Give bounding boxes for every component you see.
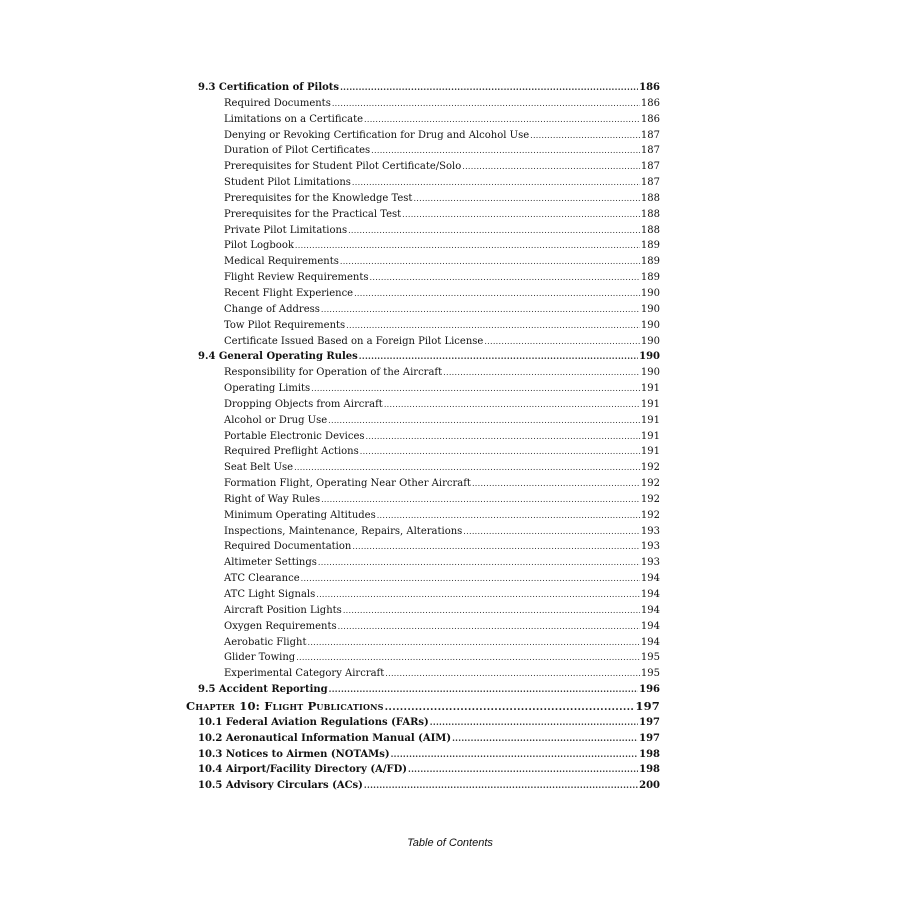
toc-leader-dots (360, 444, 640, 460)
toc-entry-page: 189 (640, 272, 660, 284)
toc-entry-page: 194 (640, 636, 660, 648)
toc-entry-title: Change of Address (224, 303, 320, 315)
toc-entry-title: Dropping Objects from Aircraft (224, 398, 383, 410)
toc-entry-page: 187 (640, 145, 660, 157)
toc-entry-title: Medical Requirements (224, 256, 339, 268)
toc-leader-dots (463, 524, 640, 540)
toc-entry-page: 197 (639, 716, 660, 728)
toc-entry-page: 190 (640, 303, 660, 315)
toc-leader-dots (408, 762, 638, 778)
toc-subsection-entry[interactable] (186, 635, 660, 651)
toc-leader-dots (316, 587, 640, 603)
toc-entry-page: 191 (640, 446, 660, 458)
toc-entry-title: Student Pilot Limitations (224, 177, 351, 189)
toc-subsection-entry[interactable] (186, 365, 660, 381)
toc-entry-title: Experimental Category Aircraft (224, 668, 385, 680)
toc-subsection-entry[interactable] (186, 413, 660, 429)
toc-leader-dots (370, 270, 640, 286)
toc-leader-dots (413, 191, 639, 207)
toc-section-entry[interactable] (186, 731, 660, 747)
toc-leader-dots (301, 571, 640, 587)
toc-entry-page: 194 (640, 620, 660, 632)
toc-entry-title: Flight Review Requirements (224, 272, 369, 284)
toc-entry-title: Altimeter Settings (224, 557, 317, 569)
toc-entry-page: 190 (640, 319, 660, 331)
toc-subsection-entry[interactable] (186, 270, 660, 286)
toc-subsection-entry[interactable] (186, 429, 660, 445)
toc-leader-dots (377, 508, 640, 524)
toc-leader-dots (295, 238, 640, 254)
toc-subsection-entry[interactable] (186, 539, 660, 555)
toc-entry-page: 195 (640, 652, 660, 664)
toc-section-entry[interactable] (186, 778, 660, 794)
toc-leader-dots (321, 492, 640, 508)
toc-subsection-entry[interactable] (186, 128, 660, 144)
toc-entry-title: Formation Flight, Operating Near Other Aircraft (224, 478, 471, 490)
toc-leader-dots (338, 619, 640, 635)
toc-entry-page: 191 (640, 383, 660, 395)
toc-entry-page: 191 (640, 414, 660, 426)
toc-entry-title: 10.1 Federal Aviation Regulations (FARs) (198, 716, 429, 728)
toc-entry-page: 189 (640, 240, 660, 252)
toc-leader-dots (364, 778, 638, 794)
toc-leader-dots (308, 635, 640, 651)
toc-entry-page: 192 (640, 462, 660, 474)
toc-entry-page: 193 (640, 557, 660, 569)
toc-section-entry[interactable] (186, 682, 660, 698)
toc-entry-page: 192 (640, 478, 660, 490)
toc-leader-dots (340, 80, 638, 96)
toc-entry-title: Prerequisites for the Knowledge Test (224, 192, 413, 204)
toc-entry-page: 190 (640, 335, 660, 347)
toc-entry-page: 194 (640, 589, 660, 600)
toc-entry-page: 197 (635, 698, 660, 713)
toc-leader-dots (530, 128, 640, 144)
toc-leader-dots (294, 460, 640, 476)
toc-subsection-entry[interactable] (186, 112, 660, 128)
toc-entry-page: 198 (639, 748, 660, 760)
toc-section-entry[interactable] (186, 715, 660, 731)
toc-leader-dots (384, 397, 640, 413)
toc-entry-title: Pilot Logbook (224, 240, 294, 252)
toc-subsection-entry[interactable] (186, 571, 660, 587)
toc-subsection-entry[interactable] (186, 96, 660, 112)
toc-entry-title: 9.4 General Operating Rules (198, 351, 358, 363)
toc-entry-title: Alcohol or Drug Use (224, 414, 328, 426)
toc-entry-title: Operating Limits (224, 383, 311, 395)
toc-entry-page: 194 (640, 604, 660, 616)
toc-subsection-entry[interactable] (186, 555, 660, 571)
toc-subsection-entry[interactable] (186, 508, 660, 524)
toc-entry-title: Tow Pilot Requirements (224, 319, 346, 331)
toc-leader-dots (472, 476, 640, 492)
toc-entry-title: Required Documents (224, 97, 331, 109)
toc-entry-page: 192 (640, 509, 660, 521)
toc-entry-page: 197 (639, 732, 660, 744)
toc-section-entry[interactable] (186, 80, 660, 96)
toc-leader-dots (385, 699, 635, 716)
toc-entry-page: 191 (640, 398, 660, 410)
toc-entry-title: Denying or Revoking Certification for Drug and Alcohol Use (224, 129, 530, 141)
toc-leader-dots (321, 302, 640, 318)
toc-entry-title: Required Documentation (224, 541, 352, 553)
toc-subsection-entry[interactable] (186, 207, 660, 223)
toc-entry-page: 186 (639, 82, 660, 93)
toc-subsection-entry[interactable] (186, 492, 660, 508)
toc-subsection-entry[interactable] (186, 650, 660, 666)
toc-entry-page: 190 (640, 287, 660, 299)
toc-subsection-entry[interactable] (186, 460, 660, 476)
toc-entry-title: 10.2 Aeronautical Information Manual (AIM) (198, 732, 452, 744)
toc-leader-dots (340, 254, 640, 270)
toc-leader-dots (346, 318, 640, 334)
toc-entry-title: Responsibility for Operation of the Aircraft (224, 367, 443, 379)
toc-subsection-entry[interactable] (186, 587, 660, 603)
toc-leader-dots (352, 539, 640, 555)
toc-subsection-entry[interactable] (186, 238, 660, 254)
toc-entry-page: 189 (640, 256, 660, 268)
toc-entry-page: 187 (640, 177, 660, 189)
toc-entry-title: Chapter 10: Flight Publications (186, 698, 384, 713)
toc-entry-title: Aircraft Position Lights (224, 604, 342, 616)
toc-entry-title: Seat Belt Use (224, 462, 294, 474)
toc-leader-dots (366, 429, 640, 445)
toc-leader-dots (311, 381, 640, 397)
toc-leader-dots (296, 650, 640, 666)
toc-entry-page: 196 (639, 684, 660, 696)
toc-entry-title: Glider Towing (224, 652, 296, 664)
toc-subsection-entry[interactable] (186, 444, 660, 460)
toc-entry-title: 9.5 Accident Reporting (198, 684, 328, 696)
toc-leader-dots (402, 207, 640, 223)
toc-entry-title: Oxygen Requirements (224, 620, 337, 632)
toc-entry-title: Portable Electronic Devices (224, 430, 365, 442)
toc-subsection-entry[interactable] (186, 381, 660, 397)
toc-entry-page: 192 (640, 493, 660, 505)
toc-subsection-entry[interactable] (186, 334, 660, 350)
toc-entry-title: 10.3 Notices to Airmen (NOTAMs) (198, 748, 390, 760)
toc-subsection-entry[interactable] (186, 666, 660, 682)
toc-subsection-entry[interactable] (186, 191, 660, 207)
toc-entry-title: Prerequisites for Student Pilot Certificate/Solo (224, 161, 462, 173)
toc-entry-page: 191 (640, 430, 660, 442)
toc-section-entry[interactable] (186, 762, 660, 778)
toc-entry-title: 10.4 Airport/Facility Directory (A/FD) (198, 764, 407, 776)
toc-leader-dots (329, 682, 639, 698)
toc-entry-page: 187 (640, 161, 660, 173)
toc-entry-page: 194 (640, 573, 660, 585)
toc-entry-page: 200 (639, 780, 660, 792)
toc-entry-title: Inspections, Maintenance, Repairs, Alterations (224, 525, 463, 537)
table-of-contents (186, 80, 660, 794)
toc-chapter-entry[interactable] (186, 698, 660, 715)
toc-entry-page: 193 (640, 541, 660, 553)
toc-entry-title: Minimum Operating Altitudes (224, 509, 376, 521)
toc-entry-page: 187 (640, 129, 660, 141)
toc-leader-dots (354, 286, 640, 302)
page-footer: Table of Contents (407, 837, 493, 849)
toc-entry-title: Required Preflight Actions (224, 446, 359, 458)
toc-entry-title: Limitations on a Certificate (224, 113, 364, 125)
toc-leader-dots (364, 112, 640, 128)
toc-subsection-entry[interactable] (186, 397, 660, 413)
toc-entry-page: 190 (639, 351, 660, 363)
toc-entry-page: 186 (640, 113, 660, 125)
toc-leader-dots (328, 413, 640, 429)
toc-entry-page: 188 (640, 192, 660, 204)
toc-leader-dots (343, 603, 640, 619)
toc-entry-title: ATC Light Signals (224, 589, 316, 600)
toc-leader-dots (443, 365, 640, 381)
toc-entry-page: 193 (640, 525, 660, 537)
toc-entry-title: Private Pilot Limitations (224, 224, 348, 236)
toc-section-entry[interactable] (186, 747, 660, 763)
toc-entry-title: ATC Clearance (224, 573, 300, 585)
toc-subsection-entry[interactable] (186, 318, 660, 334)
toc-entry-page: 190 (640, 367, 660, 379)
toc-entry-page: 186 (640, 97, 660, 109)
toc-subsection-entry[interactable] (186, 143, 660, 159)
toc-subsection-entry[interactable] (186, 524, 660, 540)
toc-entry-title: Duration of Pilot Certificates (224, 145, 371, 157)
toc-entry-title: 10.5 Advisory Circulars (ACs) (198, 780, 363, 792)
toc-subsection-entry[interactable] (186, 286, 660, 302)
toc-subsection-entry[interactable] (186, 619, 660, 635)
toc-entry-page: 195 (640, 668, 660, 680)
toc-leader-dots (359, 349, 638, 365)
toc-leader-dots (332, 96, 640, 112)
toc-entry-page: 188 (640, 224, 660, 236)
toc-leader-dots (385, 666, 640, 682)
toc-leader-dots (348, 223, 640, 239)
toc-entry-title: Certificate Issued Based on a Foreign Pilot License (224, 335, 484, 347)
toc-entry-title: Aerobatic Flight (224, 636, 307, 648)
toc-entry-title: Recent Flight Experience (224, 287, 354, 299)
toc-section-entry[interactable] (186, 349, 660, 365)
toc-entry-title: Prerequisites for the Practical Test (224, 208, 402, 220)
toc-leader-dots (462, 159, 640, 175)
toc-subsection-entry[interactable] (186, 476, 660, 492)
toc-leader-dots (430, 715, 638, 731)
toc-subsection-entry[interactable] (186, 175, 660, 191)
toc-subsection-entry[interactable] (186, 302, 660, 318)
toc-subsection-entry[interactable] (186, 254, 660, 270)
toc-subsection-entry[interactable] (186, 223, 660, 239)
toc-leader-dots (371, 143, 640, 159)
toc-entry-title: 9.3 Certification of Pilots (198, 82, 340, 93)
toc-leader-dots (484, 334, 640, 350)
toc-entry-page: 188 (640, 208, 660, 220)
toc-entry-page: 198 (639, 764, 660, 776)
toc-leader-dots (352, 175, 640, 191)
toc-subsection-entry[interactable] (186, 603, 660, 619)
toc-leader-dots (452, 731, 638, 747)
toc-leader-dots (318, 555, 640, 571)
toc-leader-dots (391, 747, 639, 763)
toc-subsection-entry[interactable] (186, 159, 660, 175)
toc-entry-title: Right of Way Rules (224, 493, 321, 505)
